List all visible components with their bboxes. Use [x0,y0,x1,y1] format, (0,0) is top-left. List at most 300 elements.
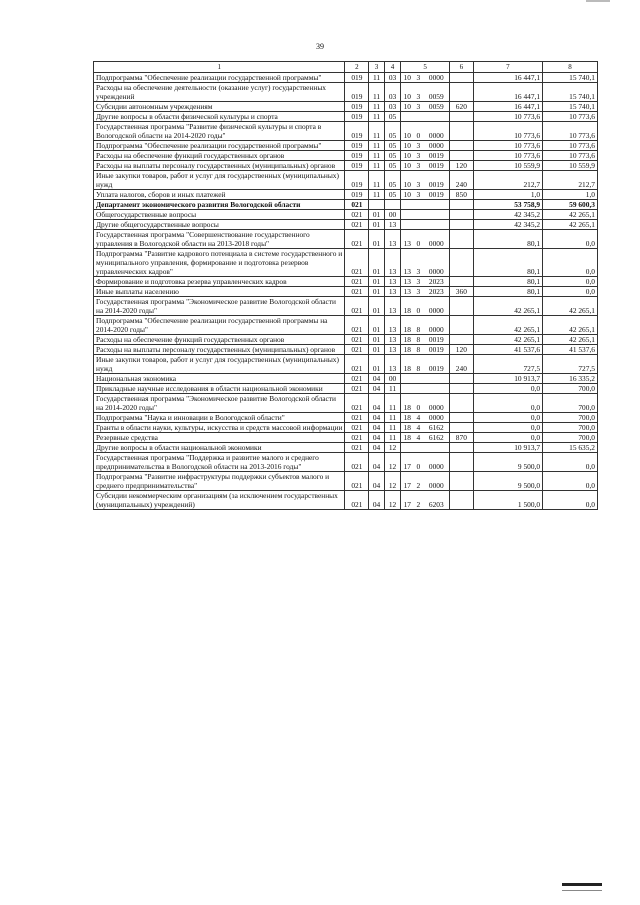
row-c4-cell [384,200,401,210]
row-c2-cell: 021 [345,249,369,277]
row-c5c-cell: 0019 [424,161,450,171]
row-c3-cell: 01 [369,316,385,335]
row-c7-cell: 80,1 [473,287,542,297]
row-c5b-cell [413,374,423,384]
table-row [94,112,598,122]
row-c8-cell: 0,0 [543,277,598,287]
row-c5b-cell [413,443,423,453]
table-row [94,423,598,433]
row-c2-cell: 019 [345,190,369,200]
row-c3-cell: 01 [369,277,385,287]
row-c5c-cell: 6162 [424,433,450,443]
row-c7-cell: 41 537,6 [473,345,542,355]
row-c2-cell: 019 [345,102,369,112]
header-cell: 4 [384,62,401,73]
row-c5c-cell: 0000 [424,249,450,277]
row-c8-cell: 42 265,1 [543,335,598,345]
row-c2-cell: 021 [345,210,369,220]
row-c5c-cell [424,443,450,453]
table-body [94,62,598,510]
table-row [94,210,598,220]
row-c4-cell: 03 [384,102,401,112]
row-c5c-cell: 0019 [424,190,450,200]
row-c2-cell: 019 [345,112,369,122]
row-name-cell: Расходы на обеспечение функций государственных органов [94,335,345,345]
row-c4-cell: 11 [384,394,401,413]
row-c7-cell: 16 447,1 [473,83,542,102]
row-c5b-cell: 3 [413,287,423,297]
row-c7-cell: 10 773,6 [473,122,542,141]
row-c3-cell: 04 [369,413,385,423]
row-c7-cell: 0,0 [473,433,542,443]
row-c8-cell: 59 600,3 [543,200,598,210]
row-c5a-cell: 10 [401,83,413,102]
row-c8-cell: 10 773,6 [543,122,598,141]
row-c5a-cell: 18 [401,433,413,443]
row-c6-cell: 620 [449,102,473,112]
row-name-cell: Государственная программа "Совершенствование государственного управления в Вологодской области на 2013-2018 годы" [94,230,345,249]
row-c2-cell: 021 [345,316,369,335]
row-c5c-cell: 0000 [424,141,450,151]
row-c2-cell: 021 [345,491,369,510]
row-c8-cell: 42 265,1 [543,297,598,316]
row-c6-cell [449,200,473,210]
row-name-cell: Государственная программа "Поддержка и развитие малого и среднего предпринимательства в Вологодской области на 2013-2016 годы" [94,453,345,472]
row-c5a-cell [401,112,413,122]
row-c6-cell [449,491,473,510]
row-c4-cell: 11 [384,423,401,433]
row-c5a-cell: 17 [401,491,413,510]
row-c5c-cell: 0059 [424,83,450,102]
table-row [94,190,598,200]
row-c3-cell: 01 [369,345,385,355]
row-c3-cell: 01 [369,249,385,277]
row-c3-cell: 11 [369,171,385,190]
row-c5b-cell: 3 [413,151,423,161]
table-row [94,472,598,491]
row-c6-cell [449,83,473,102]
row-c5c-cell: 0019 [424,345,450,355]
row-c7-cell: 0,0 [473,394,542,413]
row-c2-cell: 021 [345,443,369,453]
row-c7-cell: 42 345,2 [473,210,542,220]
row-c5c-cell: 0000 [424,316,450,335]
row-c8-cell: 700,0 [543,433,598,443]
row-c5b-cell: 3 [413,83,423,102]
page-number: 39 [316,42,324,51]
row-c5c-cell [424,200,450,210]
header-cell: 1 [94,62,345,73]
row-c2-cell: 021 [345,230,369,249]
table-row [94,73,598,83]
row-c2-cell: 021 [345,220,369,230]
row-c4-cell: 05 [384,190,401,200]
row-c8-cell: 700,0 [543,384,598,394]
row-c8-cell: 700,0 [543,394,598,413]
scan-mark-top [586,0,610,2]
row-c5a-cell: 18 [401,297,413,316]
row-c5b-cell: 0 [413,230,423,249]
table-row [94,151,598,161]
table-row [94,453,598,472]
row-c4-cell: 03 [384,73,401,83]
row-name-cell: Другие общегосударственные вопросы [94,220,345,230]
row-c5c-cell [424,112,450,122]
row-c4-cell: 05 [384,171,401,190]
row-c4-cell: 12 [384,453,401,472]
row-c2-cell: 021 [345,453,369,472]
row-c5c-cell: 6162 [424,423,450,433]
row-name-cell: Иные закупки товаров, работ и услуг для государственных (муниципальных) нужд [94,355,345,374]
row-c3-cell: 01 [369,335,385,345]
row-c6-cell [449,374,473,384]
row-c5a-cell: 18 [401,316,413,335]
row-c6-cell [449,151,473,161]
row-c5a-cell [401,384,413,394]
row-name-cell: Формирование и подготовка резерва управленческих кадров [94,277,345,287]
table-row [94,141,598,151]
row-c4-cell: 03 [384,83,401,102]
table-row [94,355,598,374]
row-c7-cell: 80,1 [473,249,542,277]
row-c7-cell: 10 773,6 [473,112,542,122]
row-c5b-cell: 0 [413,453,423,472]
row-c5b-cell: 0 [413,122,423,141]
row-name-cell: Другие вопросы в области национальной экономики [94,443,345,453]
row-c5b-cell: 3 [413,141,423,151]
row-c5c-cell: 2023 [424,277,450,287]
table-row [94,171,598,190]
row-c8-cell: 42 265,1 [543,210,598,220]
row-c6-cell: 120 [449,345,473,355]
row-c5a-cell: 10 [401,151,413,161]
row-c5a-cell: 13 [401,230,413,249]
table-row [94,297,598,316]
row-name-cell: Подпрограмма "Развитие кадрового потенциала в системе государственного и муниципального управления, формирование и подготовка резервов управленческих кадров" [94,249,345,277]
row-name-cell: Расходы на обеспечение функций государственных органов [94,151,345,161]
row-c5c-cell: 0019 [424,335,450,345]
row-c5c-cell: 0000 [424,394,450,413]
row-c5b-cell: 8 [413,355,423,374]
row-c7-cell: 0,0 [473,423,542,433]
row-c5a-cell: 10 [401,171,413,190]
row-c5c-cell [424,220,450,230]
row-c8-cell: 1,0 [543,190,598,200]
row-c5b-cell: 3 [413,171,423,190]
row-c5c-cell: 0019 [424,151,450,161]
row-c3-cell: 04 [369,472,385,491]
row-c7-cell: 42 265,1 [473,297,542,316]
row-c3-cell [369,200,385,210]
row-c5b-cell: 2 [413,472,423,491]
row-c5b-cell: 0 [413,394,423,413]
row-name-cell: Резервные средства [94,433,345,443]
row-name-cell: Расходы на обеспечение деятельности (оказание услуг) государственных учреждений [94,83,345,102]
header-cell: 7 [473,62,542,73]
row-name-cell: Подпрограмма "Обеспечение реализации государственной программы" [94,141,345,151]
row-c5c-cell [424,384,450,394]
row-c6-cell [449,277,473,287]
row-c5c-cell: 0019 [424,355,450,374]
row-name-cell: Государственная программа "Экономическое развитие Вологодской области на 2014-2020 годы" [94,394,345,413]
row-c7-cell: 80,1 [473,230,542,249]
row-c3-cell: 01 [369,355,385,374]
row-c7-cell: 42 345,2 [473,220,542,230]
row-c4-cell: 13 [384,316,401,335]
header-cell: 6 [449,62,473,73]
row-c3-cell: 11 [369,141,385,151]
row-c5c-cell: 0059 [424,102,450,112]
row-c5c-cell: 2023 [424,287,450,297]
row-c4-cell: 11 [384,413,401,423]
row-c6-cell [449,335,473,345]
row-name-cell: Расходы на выплаты персоналу государственных (муниципальных) органов [94,345,345,355]
row-c3-cell: 04 [369,423,385,433]
row-c3-cell: 11 [369,83,385,102]
row-name-cell: Национальная экономика [94,374,345,384]
row-c5a-cell [401,374,413,384]
row-c3-cell: 04 [369,453,385,472]
row-c2-cell: 021 [345,335,369,345]
row-c5c-cell: 0000 [424,297,450,316]
table-row [94,443,598,453]
row-c6-cell [449,316,473,335]
row-c4-cell: 13 [384,277,401,287]
row-c5a-cell [401,220,413,230]
row-c8-cell: 15 740,1 [543,83,598,102]
table-row [94,345,598,355]
row-c2-cell: 019 [345,161,369,171]
row-c4-cell: 13 [384,230,401,249]
header-cell: 5 [401,62,450,73]
row-c2-cell: 021 [345,345,369,355]
row-c6-cell [449,472,473,491]
row-c6-cell: 850 [449,190,473,200]
table-row [94,384,598,394]
row-c4-cell: 13 [384,335,401,345]
row-name-cell: Подпрограмма "Наука и инновации в Вологодской области" [94,413,345,423]
table-row [94,122,598,141]
row-name-cell: Расходы на выплаты персоналу государственных (муниципальных) органов [94,161,345,171]
row-c5c-cell: 0000 [424,73,450,83]
row-c5c-cell: 0000 [424,413,450,423]
row-c7-cell: 10 773,6 [473,141,542,151]
row-c6-cell [449,230,473,249]
row-c6-cell: 240 [449,171,473,190]
row-c5c-cell: 0000 [424,122,450,141]
row-c5a-cell: 10 [401,73,413,83]
row-c7-cell: 16 447,1 [473,73,542,83]
row-c5b-cell [413,112,423,122]
row-c5a-cell: 10 [401,190,413,200]
row-c5b-cell: 2 [413,491,423,510]
row-c5b-cell: 0 [413,297,423,316]
row-c7-cell: 53 758,9 [473,200,542,210]
row-c5a-cell: 18 [401,335,413,345]
row-name-cell: Общегосударственные вопросы [94,210,345,220]
row-c7-cell: 16 447,1 [473,102,542,112]
row-c5b-cell: 3 [413,73,423,83]
row-name-cell: Подпрограмма "Развитие инфраструктуры поддержки субъектов малого и среднего предпринимательства" [94,472,345,491]
row-c3-cell: 01 [369,220,385,230]
row-c6-cell [449,210,473,220]
table-row [94,433,598,443]
row-c8-cell: 10 773,6 [543,151,598,161]
row-name-cell: Гранты в области науки, культуры, искусства и средств массовой информации [94,423,345,433]
row-c7-cell: 0,0 [473,384,542,394]
row-c4-cell: 00 [384,210,401,220]
row-c2-cell: 019 [345,83,369,102]
row-c3-cell: 04 [369,394,385,413]
row-c5b-cell: 3 [413,190,423,200]
row-name-cell: Иные выплаты населению [94,287,345,297]
row-c8-cell: 15 635,2 [543,443,598,453]
row-c2-cell: 021 [345,374,369,384]
row-name-cell: Подпрограмма "Обеспечение реализации государственной программы на 2014-2020 годы" [94,316,345,335]
row-c4-cell: 11 [384,384,401,394]
row-c2-cell: 021 [345,355,369,374]
row-c2-cell: 021 [345,297,369,316]
row-c4-cell: 12 [384,472,401,491]
row-c8-cell: 700,0 [543,423,598,433]
row-c8-cell: 0,0 [543,249,598,277]
row-c5b-cell: 3 [413,161,423,171]
row-c8-cell: 0,0 [543,287,598,297]
table-row [94,335,598,345]
table-row [94,413,598,423]
row-c6-cell [449,220,473,230]
row-c5b-cell: 3 [413,277,423,287]
row-c6-cell [449,297,473,316]
row-c6-cell [449,249,473,277]
row-name-cell: Подпрограмма "Обеспечение реализации государственной программы" [94,73,345,83]
row-c4-cell: 05 [384,151,401,161]
row-c8-cell: 15 740,1 [543,73,598,83]
row-name-cell: Государственная программа "Развитие физической культуры и спорта в Вологодской области на 2014-2020 годы" [94,122,345,141]
row-c7-cell: 10 913,7 [473,374,542,384]
row-c6-cell [449,122,473,141]
row-c8-cell: 15 740,1 [543,102,598,112]
row-c5a-cell: 17 [401,472,413,491]
row-c7-cell: 9 500,0 [473,453,542,472]
row-c5a-cell: 13 [401,287,413,297]
row-c6-cell: 240 [449,355,473,374]
row-c4-cell: 05 [384,122,401,141]
row-c8-cell: 0,0 [543,230,598,249]
row-c5b-cell [413,220,423,230]
row-c2-cell: 021 [345,200,369,210]
row-c5a-cell [401,200,413,210]
row-c5a-cell: 18 [401,423,413,433]
budget-table [93,61,598,510]
row-c6-cell [449,112,473,122]
row-c4-cell: 05 [384,112,401,122]
row-c2-cell: 019 [345,171,369,190]
row-c8-cell: 700,0 [543,413,598,423]
table-row [94,102,598,112]
row-c5b-cell: 3 [413,249,423,277]
row-c7-cell: 10 773,6 [473,151,542,161]
row-c5b-cell: 4 [413,433,423,443]
row-c7-cell: 10 559,9 [473,161,542,171]
row-c6-cell [449,141,473,151]
row-name-cell: Государственная программа "Экономическое развитие Вологодской области на 2014-2020 годы" [94,297,345,316]
row-c4-cell: 13 [384,355,401,374]
header-cell: 2 [345,62,369,73]
row-c8-cell: 42 265,1 [543,220,598,230]
row-c2-cell: 019 [345,141,369,151]
table-row [94,83,598,102]
row-c8-cell: 727,5 [543,355,598,374]
row-c8-cell: 10 773,6 [543,112,598,122]
row-c3-cell: 04 [369,374,385,384]
row-c3-cell: 01 [369,287,385,297]
row-c7-cell: 1,0 [473,190,542,200]
row-c3-cell: 11 [369,73,385,83]
row-name-cell: Субсидии автономным учреждениям [94,102,345,112]
row-c7-cell: 10 913,7 [473,443,542,453]
row-c5a-cell: 18 [401,355,413,374]
table-row [94,220,598,230]
table-row [94,491,598,510]
row-c5a-cell: 17 [401,453,413,472]
header-cell: 3 [369,62,385,73]
row-c2-cell: 019 [345,73,369,83]
row-c7-cell: 42 265,1 [473,335,542,345]
table-row [94,161,598,171]
row-c5b-cell: 4 [413,413,423,423]
row-c7-cell: 1 500,0 [473,491,542,510]
row-c5c-cell: 0000 [424,230,450,249]
row-c3-cell: 01 [369,210,385,220]
row-c3-cell: 11 [369,161,385,171]
row-c3-cell: 01 [369,230,385,249]
row-c8-cell: 0,0 [543,453,598,472]
row-c3-cell: 04 [369,433,385,443]
row-c6-cell [449,443,473,453]
row-c8-cell: 212,7 [543,171,598,190]
row-c3-cell: 11 [369,151,385,161]
row-c5a-cell: 10 [401,161,413,171]
row-c7-cell: 727,5 [473,355,542,374]
row-c5a-cell: 10 [401,102,413,112]
row-c5a-cell: 18 [401,345,413,355]
row-c4-cell: 12 [384,443,401,453]
row-c6-cell: 870 [449,433,473,443]
header-cell: 8 [543,62,598,73]
row-c5b-cell [413,200,423,210]
row-c5b-cell: 4 [413,423,423,433]
row-c5b-cell [413,210,423,220]
row-c4-cell: 13 [384,220,401,230]
row-c5b-cell: 8 [413,335,423,345]
table-row [94,316,598,335]
header-row [94,62,598,73]
row-c7-cell: 212,7 [473,171,542,190]
row-c8-cell: 10 773,6 [543,141,598,151]
row-c5a-cell: 18 [401,394,413,413]
row-name-cell: Уплата налогов, сборов и иных платежей [94,190,345,200]
row-c5c-cell: 6203 [424,491,450,510]
row-c6-cell [449,423,473,433]
row-c5c-cell: 0000 [424,472,450,491]
row-c3-cell: 11 [369,102,385,112]
row-c2-cell: 019 [345,122,369,141]
row-c6-cell [449,384,473,394]
row-c4-cell: 05 [384,161,401,171]
row-c3-cell: 04 [369,491,385,510]
row-c5c-cell: 0000 [424,453,450,472]
